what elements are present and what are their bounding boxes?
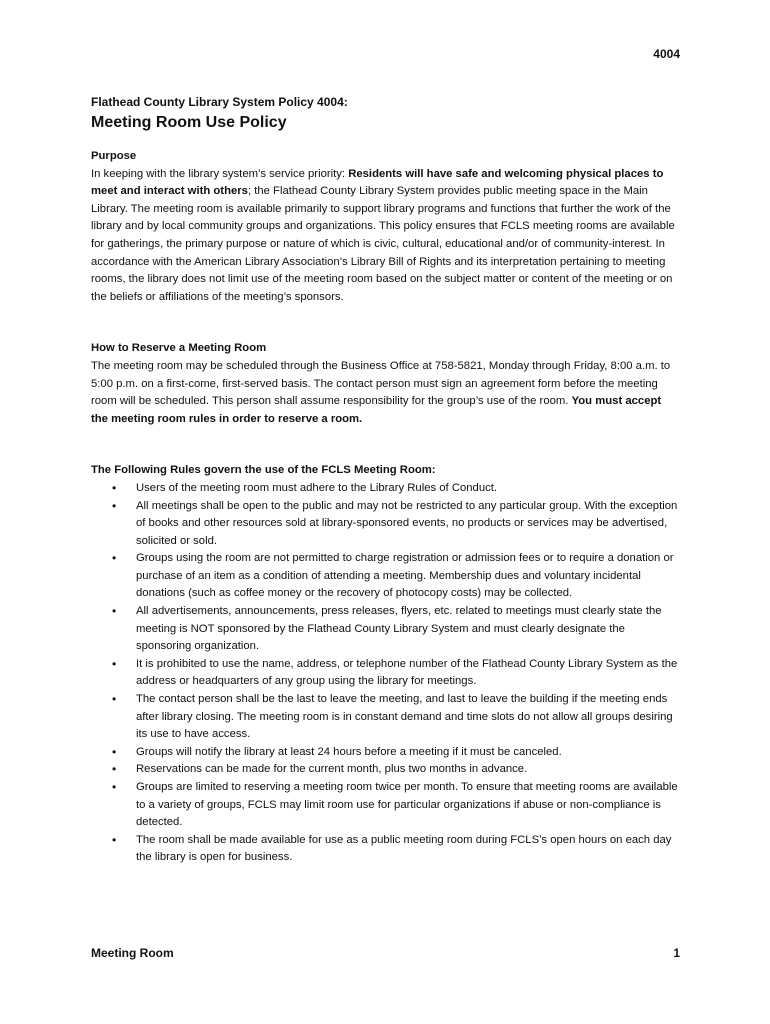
rule-item: • It is prohibited to use the name, address, or telephone number of the Flathead County Library System as the address or headquarters of any group using the library for meetings. (91, 656, 681, 691)
rule-item: • All advertisements, announcements, press releases, flyers, etc. related to meetings must clearly state the meeting is NOT sponsored by the Flathead County Library System and must clearly designate the sponsoring organization. (91, 603, 681, 656)
reserve-heading: How to Reserve a Meeting Room (91, 342, 267, 355)
purpose-priority: Residents will have safe and welcoming physical places to meet and interact with others (91, 167, 664, 198)
rules-list (91, 480, 681, 867)
rule-item: • Groups using the room are not permitted to charge registration or admission fees or to require a donation or purchase of an item as a condition of attending a meeting. Membership dues and voluntary incidental donations (such as coffee money or the recovery of photocopy costs) may be collected. (91, 550, 681, 603)
footer-label: Meeting Room (91, 946, 174, 960)
page-title: Meeting Room Use Policy (91, 114, 287, 131)
reserve-body: The meeting room may be scheduled through the Business Office at 758-5821, Monday through Friday, 8:00 a.m. to 5:00 p.m. on a first-come, first-served basis. The contact person must sign an agreement form before the meeting room will be scheduled. This person shall assume responsibility for the group’s use of the room. (91, 359, 671, 408)
rules-heading: The Following Rules govern the use of the FCLS Meeting Room: (91, 464, 436, 477)
rule-item: • All meetings shall be open to the public and may not be restricted to any particular group. With the exception of books and other resources sold at library-sponsored events, no products or services may be advertised, solicited or sold. (91, 498, 681, 551)
rule-item: • Groups are limited to reserving a meeting room twice per month. To ensure that meeting rooms are available to a variety of groups, FCLS may limit room use for particular organizations if abuse or non-compliance is detected. (91, 779, 681, 832)
document-body (91, 94, 681, 867)
rule-item: • The room shall be made available for use as a public meeting room during FCLS’s open hours on each day the library is open for business. (91, 832, 681, 867)
rule-item: • Users of the meeting room must adhere to the Library Rules of Conduct. (91, 480, 681, 498)
reserve-paragraph (91, 358, 681, 428)
rule-item: • Groups will notify the library at least 24 hours before a meeting if it must be canceled. (91, 744, 681, 762)
rule-item: • Reservations can be made for the current month, plus two months in advance. (91, 761, 681, 779)
footer-page-number: 1 (673, 946, 680, 960)
header-page-code: 4004 (653, 47, 680, 61)
rule-item: • The contact person shall be the last to leave the meeting, and last to leave the building if the meeting ends after library closing. The meeting room is in constant demand and time slots do not allow all groups desiring its use to have access. (91, 691, 681, 744)
policy-label: Flathead County Library System Policy 4004: (91, 95, 348, 109)
reserve-note: You must accept the meeting room rules in order to reserve a room. (91, 395, 662, 425)
purpose-paragraph (91, 166, 681, 307)
purpose-heading: Purpose (91, 150, 137, 162)
purpose-intro: In keeping with the library system’s service priority: (91, 167, 349, 180)
purpose-body: ; the Flathead County Library System provides public meeting space in the Main Library. The meeting room is available primarily to support library programs and functions that further the work of the library and by local community groups and organizations. This policy ensures that FCLS meeting rooms are available for gatherings, the primary purpose or nature of which is civic, cultural, educational and/or of community-interest. In accordance with the American Library Association’s Library Bill of Rights and its interpretation pertaining to meeting rooms, the library does not limit use of the meeting room based on the subject matter or content of the meeting or on the beliefs or affiliations of the meeting’s sponsors. (91, 185, 675, 303)
